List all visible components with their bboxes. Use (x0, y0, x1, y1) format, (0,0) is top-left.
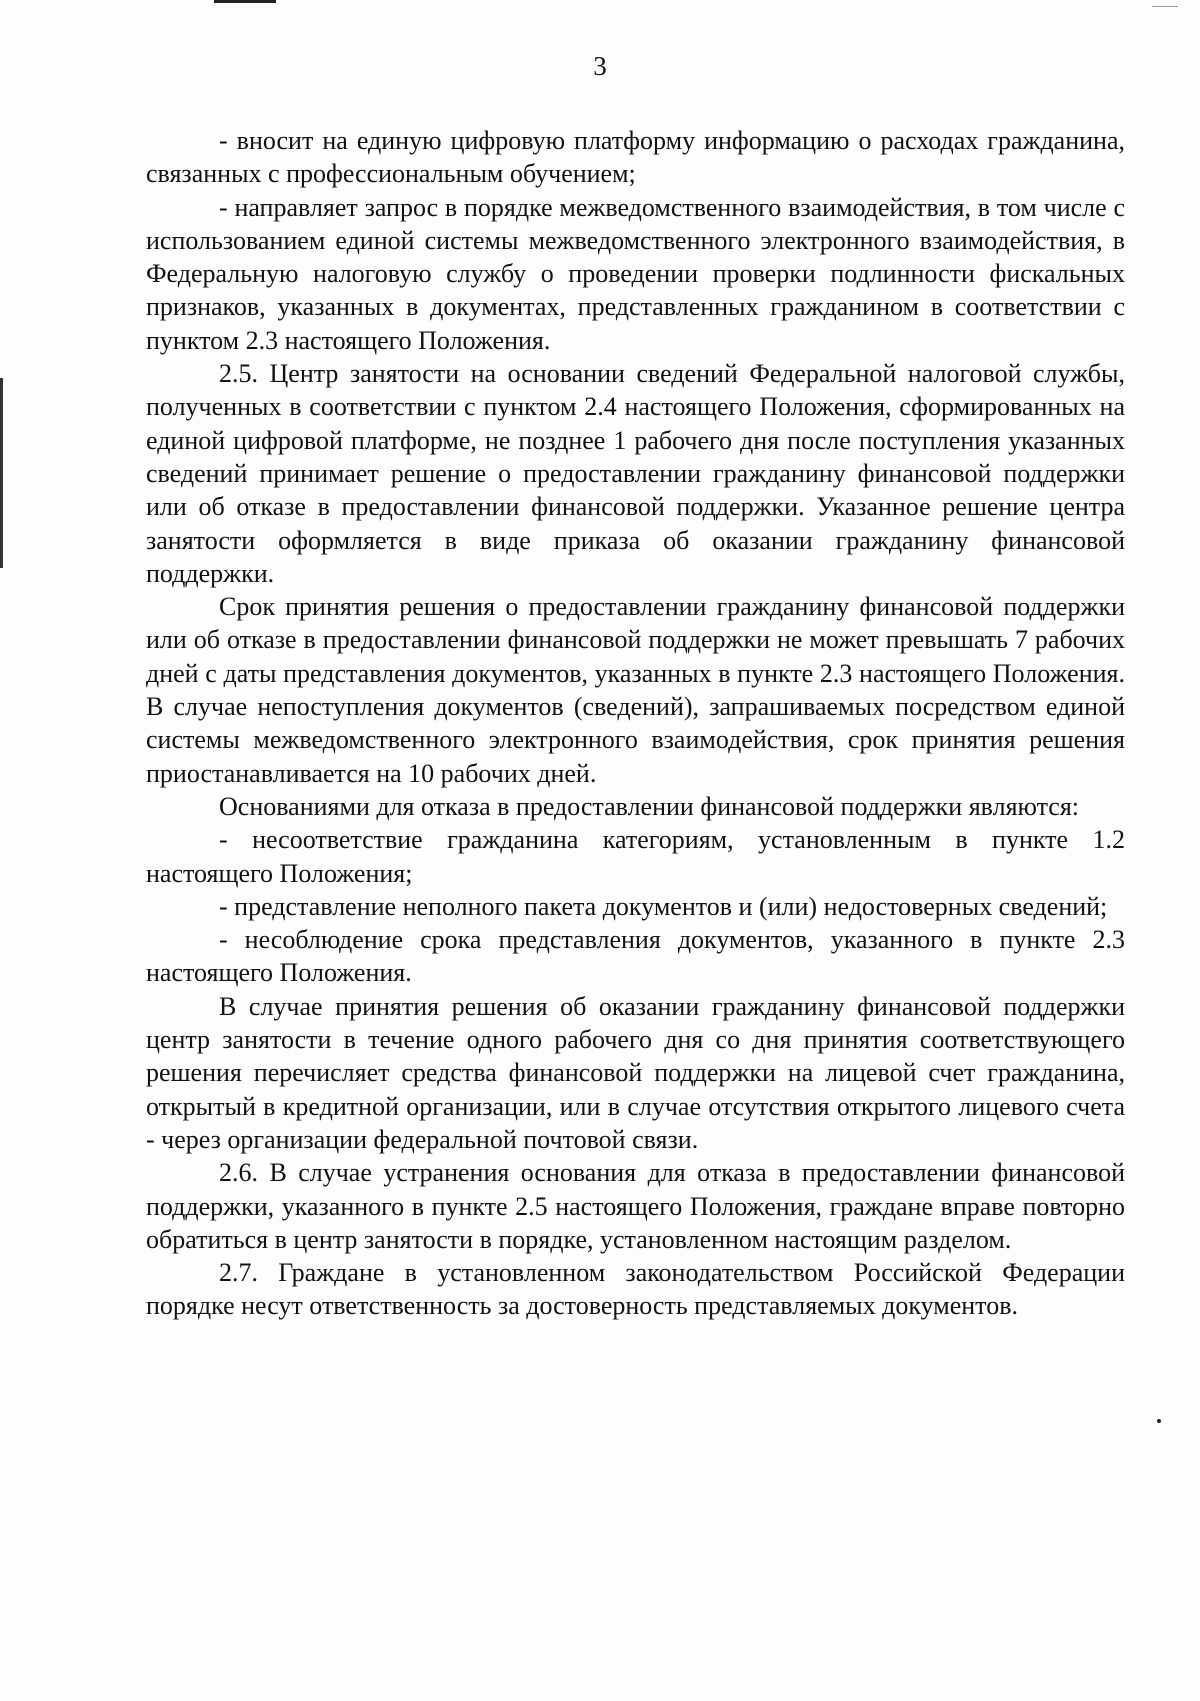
paragraph-decision-term: Срок принятия решения о предоставлении гражданину финансовой поддержки или об отказе в предоставлении финансовой поддержки не может превышать 7 рабочих дней с даты представления документов, указанных в пункте 2.3 настоящего Положения. В случае непоступления документов (сведений), запрашиваемых посредством единой системы межведомственного электронного взаимодействия, срок принятия решения приостанавливается на 10 рабочих дней. (146, 592, 1125, 788)
paragraph-bullet-mismatch: - несоответствие гражданина категориям, установленным в пункте 1.2 настоящего Положения; (146, 825, 1125, 888)
document-body (146, 124, 1125, 1323)
paragraph-bullet-deadline: - несоблюдение срока представления документов, указанного в пункте 2.3 настоящего Положения. (146, 925, 1125, 988)
page-number: 3 (593, 51, 607, 81)
paragraph-bullet-expenses: - вносит на единую цифровую платформу информацию о расходах гражданина, связанных с профессиональным обучением; (146, 126, 1125, 189)
scan-corner-mark (1152, 6, 1178, 7)
paragraph-bullet-incomplete: - представление неполного пакета документов и (или) недостоверных сведений; (219, 891, 1108, 921)
paragraph-2-5: 2.5. Центр занятости на основании сведений Федеральной налоговой службы, полученных в соответствии с пунктом 2.4 настоящего Положения, сформированных на единой цифровой платформе, не позднее 1 рабочего дня после поступления указанных сведений принимает решение о предоставлении гражданину финансовой поддержки или об отказе в предоставлении финансовой поддержки. Указанное решение центра занятости оформляется в виде приказа об оказании гражданину финансовой поддержки. (146, 359, 1125, 588)
paragraph-2-6: 2.6. В случае устранения основания для отказа в предоставлении финансовой поддержки, указанного в пункте 2.5 настоящего Положения, граждане вправе повторно обратиться в центр занятости в порядке, установленном настоящим разделом. (146, 1158, 1125, 1254)
paragraph-refusal-grounds: Основаниями для отказа в предоставлении финансовой поддержки являются: (219, 791, 1080, 821)
paragraph-payment: В случае принятия решения об оказании гражданину финансовой поддержки центр занятости в течение одного рабочего дня со дня принятия соответствующего решения перечисляет средства финансовой поддержки на лицевой счет гражданина, открытый в кредитной организации, или в случае отсутствия открытого лицевого счета - через организации федеральной почтовой связи. (146, 991, 1125, 1154)
scan-left-edge-mark (0, 378, 3, 568)
paragraph-2-7: 2.7. Граждане в установленном законодательством Российской Федерации порядке несут ответственность за достоверность представляемых документов. (146, 1258, 1125, 1321)
paragraph-bullet-request: - направляет запрос в порядке межведомственного взаимодействия, в том числе с использованием единой системы межведомственного электронного взаимодействия, в Федеральную налоговую службу о проведении проверки подлинности фискальных признаков, указанных в документах, представленных гражданином в соответствии с пунктом 2.3 настоящего Положения. (146, 192, 1125, 355)
scan-top-mark (214, 0, 276, 3)
scan-dot-mark (1157, 1419, 1161, 1423)
